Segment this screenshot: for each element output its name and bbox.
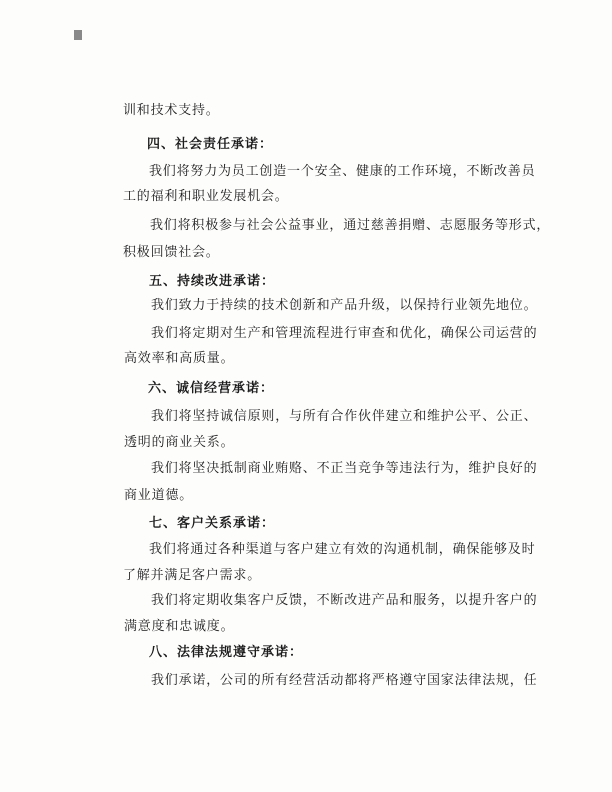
paragraph-line: 透明的商业关系。 [124,435,235,450]
section-heading-8: 八、法律法规遵守承诺： [149,645,304,660]
paragraph-line: 训和技术支持。 [123,103,220,118]
section-heading-5: 五、持续改进承诺： [149,274,276,289]
paragraph-line: 我们将定期收集客户反馈，不断改进产品和服务，以提升客户的 [151,593,538,608]
paragraph-line: 我们将努力为员工创造一个安全、健康的工作环境，不断改善员 [149,164,536,179]
paragraph-line: 高效率和高质量。 [124,351,235,366]
paragraph-line: 我们将定期对生产和管理流程进行审查和优化，确保公司运营的 [151,326,538,341]
paragraph-line: 我们将坚持诚信原则，与所有合作伙伴建立和维护公平、公正、 [151,409,538,424]
paragraph-line: 商业道德。 [124,488,194,503]
section-heading-4: 四、社会责任承诺： [147,137,274,152]
paragraph-line: 我们将通过各种渠道与客户建立有效的沟通机制，确保能够及时 [149,542,536,557]
paragraph-line: 了解并满足客户需求。 [123,568,262,583]
paragraph-line: 我们承诺，公司的所有经营活动都将严格遵守国家法律法规，任 [151,673,538,688]
paragraph-line: 积极回馈社会。 [123,245,220,260]
paragraph-line: 我们将积极参与社会公益事业，通过慈善捐赠、志愿服务等形式， [150,218,551,233]
section-heading-6: 六、诚信经营承诺： [148,381,275,396]
scan-artifact-mark [74,30,82,40]
section-heading-7: 七、客户关系承诺： [149,516,276,531]
paragraph-line: 我们将坚决抵制商业贿赂、不正当竞争等违法行为，维护良好的 [151,461,538,476]
paragraph-line: 我们致力于持续的技术创新和产品升级，以保持行业领先地位。 [151,298,538,313]
paragraph-line: 满意度和忠诚度。 [124,619,235,634]
paragraph-line: 工的福利和职业发展机会。 [123,189,289,204]
